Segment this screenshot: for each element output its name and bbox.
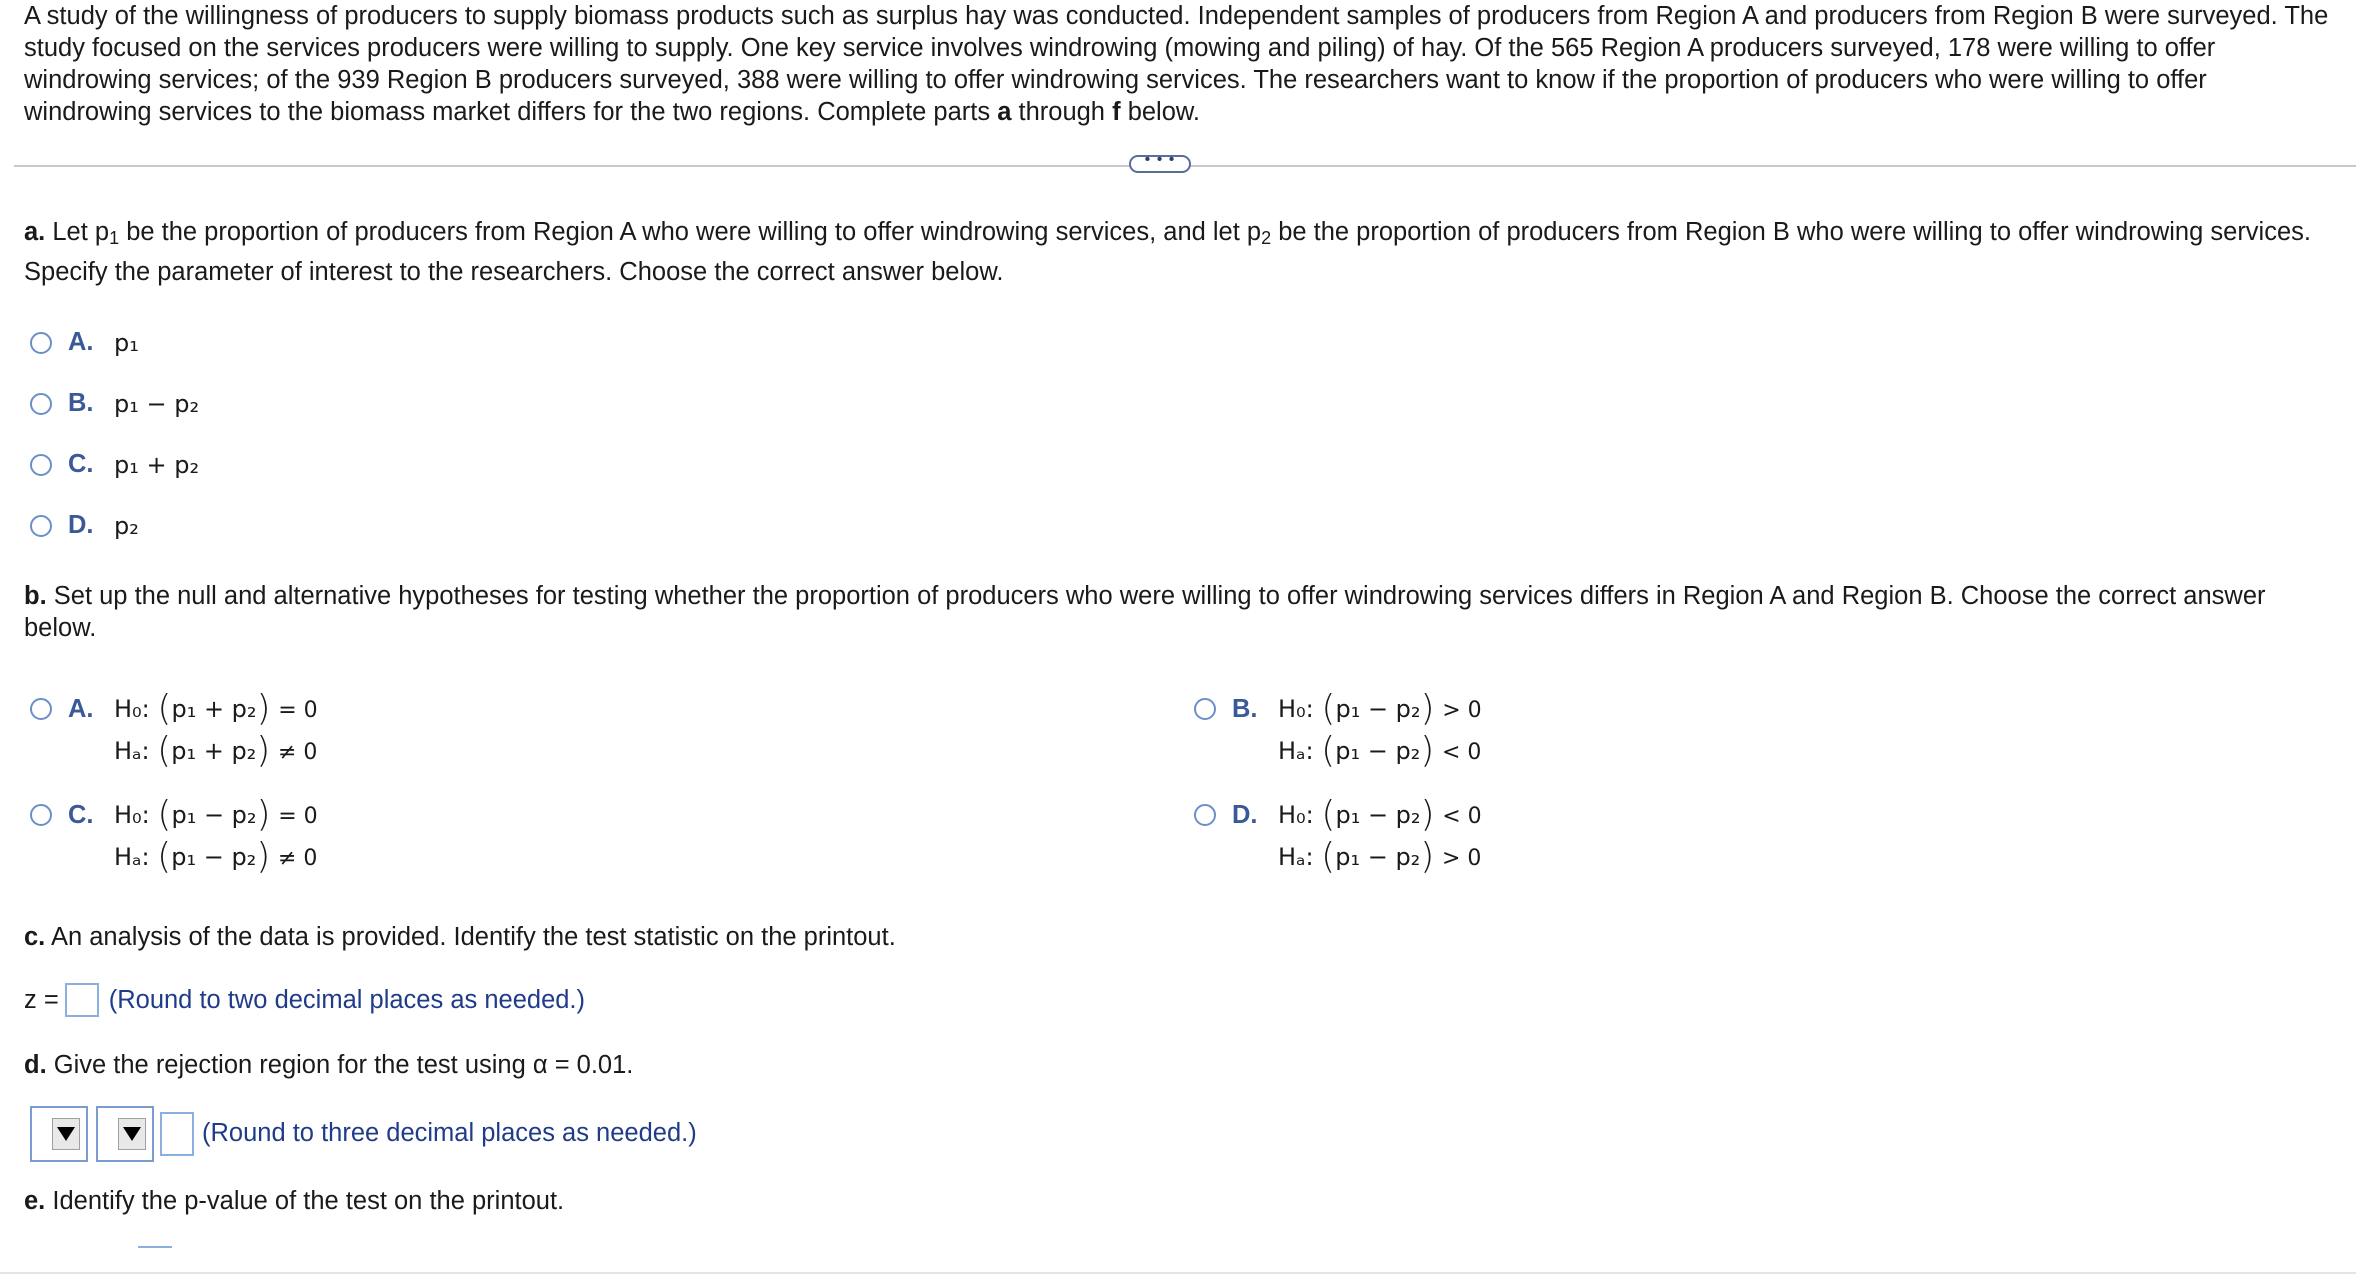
part-a-option-a[interactable] — [30, 328, 139, 357]
z-hint: (Round to two decimal places as needed.) — [108, 986, 586, 1014]
part-e-text: Identify the p-value of the test on the printout. — [52, 1187, 565, 1215]
part-b-option-b[interactable] — [1194, 688, 1482, 772]
h0-relation: = 0 — [278, 804, 318, 829]
part-b-option-a[interactable] — [30, 688, 318, 772]
part-a-option-b[interactable] — [30, 389, 199, 418]
h0-relation: < 0 — [1442, 804, 1482, 829]
sub-2: 2 — [1261, 228, 1272, 248]
part-c-label: c. — [24, 923, 46, 951]
part-b-option-d[interactable] — [1194, 794, 1482, 878]
part-e-label: e. — [24, 1187, 46, 1215]
ha-label: Hₐ: — [1278, 843, 1314, 871]
option-letter: C. — [68, 450, 94, 478]
part-b-question — [24, 580, 2334, 644]
rejection-statistic-dropdown[interactable] — [30, 1106, 88, 1162]
part-a-text-1: Let p — [52, 218, 110, 246]
ha-label: Hₐ: — [114, 737, 150, 765]
ha-label: Hₐ: — [114, 843, 150, 871]
part-a-label: a. — [24, 218, 46, 246]
option-expr: p₁ − p₂ — [114, 389, 200, 418]
h0-relation: > 0 — [1442, 698, 1482, 723]
chevron-down-icon — [57, 1127, 75, 1141]
part-d-label: d. — [24, 1051, 47, 1079]
radio-button[interactable] — [1194, 804, 1216, 826]
intro-below: below. — [1127, 98, 1200, 126]
problem-intro — [24, 0, 2334, 128]
z-input[interactable] — [65, 983, 99, 1017]
option-letter: A. — [68, 328, 94, 356]
dropdown-arrow-button[interactable] — [52, 1118, 80, 1150]
option-expr: p₂ — [114, 511, 139, 540]
expand-more-button[interactable] — [1129, 151, 1191, 173]
page-bottom-border — [0, 1272, 2356, 1274]
rejection-inequality-dropdown[interactable] — [96, 1106, 154, 1162]
part-b-text: Set up the null and alternative hypotheses for testing whether the proportion of producers who were willing to offer windrowing services differs in Region A and Region B. Choose the correct answer below. — [24, 582, 2266, 642]
radio-button[interactable] — [30, 698, 52, 720]
alt-hypothesis: Hₐ: (p₁ − p₂) > 0 — [1278, 836, 1482, 877]
sub-1: 1 — [109, 228, 120, 248]
intro-part-a: a — [997, 98, 1012, 126]
part-a-option-d[interactable] — [30, 511, 139, 540]
p-value-input-partial[interactable] — [138, 1246, 172, 1248]
part-a-text-3: be the proportion of producers from Region B who were willing to offer windrowing services. Specify the parameter of interest to the researchers. Choose the correct answer below. — [24, 218, 2311, 286]
radio-button[interactable] — [1194, 698, 1216, 720]
part-a-question — [24, 212, 2334, 292]
option-letter: D. — [1232, 801, 1258, 829]
h0-label: H₀: — [114, 695, 150, 723]
null-hypothesis: H₀: (p₁ − p₂) > 0 — [1278, 688, 1482, 729]
h0-label: H₀: — [1278, 801, 1314, 829]
part-a-option-c[interactable] — [30, 450, 199, 479]
ha-relation: ≠ 0 — [277, 740, 318, 765]
option-letter: B. — [1232, 695, 1258, 723]
option-letter: C. — [68, 801, 94, 829]
ha-relation: < 0 — [1441, 740, 1482, 765]
dropdown-arrow-button[interactable] — [118, 1118, 146, 1150]
option-letter: D. — [68, 511, 94, 539]
more-dots: • • • — [1144, 151, 1176, 168]
h0-relation: = 0 — [278, 698, 318, 723]
intro-part-f: f — [1112, 98, 1121, 126]
option-letter: B. — [68, 389, 94, 417]
ha-label: Hₐ: — [1278, 737, 1314, 765]
part-b-option-c[interactable] — [30, 794, 318, 878]
part-d-hint: (Round to three decimal places as needed.) — [202, 1119, 697, 1147]
h0-expr: p₁ − p₂ — [1335, 695, 1421, 723]
alt-hypothesis: Hₐ: (p₁ + p₂) ≠ 0 — [114, 730, 318, 771]
alt-hypothesis: Hₐ: (p₁ − p₂) ≠ 0 — [114, 836, 318, 877]
ha-expr: p₁ + p₂ — [171, 737, 257, 765]
radio-button[interactable] — [30, 393, 52, 415]
part-c-question — [24, 917, 2334, 957]
null-hypothesis: H₀: (p₁ − p₂) < 0 — [1278, 794, 1482, 835]
rejection-value-input[interactable] — [160, 1112, 194, 1156]
radio-button[interactable] — [30, 515, 52, 537]
option-expr: p₁ — [114, 328, 139, 357]
part-d-hint-row — [202, 1113, 1202, 1153]
part-c-text: An analysis of the data is provided. Identify the test statistic on the printout. — [50, 923, 896, 951]
radio-button[interactable] — [30, 454, 52, 476]
chevron-down-icon — [123, 1127, 141, 1141]
part-d-question — [24, 1045, 2334, 1085]
part-b-label: b. — [24, 582, 47, 610]
option-expr: p₁ + p₂ — [114, 450, 200, 479]
h0-expr: p₁ + p₂ — [171, 695, 257, 723]
ha-expr: p₁ − p₂ — [1335, 843, 1421, 871]
z-label: z = — [24, 986, 59, 1014]
intro-text: A study of the willingness of producers to supply biomass products such as surplus hay was conducted. Independent samples of producers from Region A and producers from Region B were surveyed. The study focused on the services producers were willing to supply. One key service involves windrowing (mowing and piling) of hay. Of the 565 Region A producers surveyed, 178 were willing to offer windrowing services; of the 939 Region B producers surveyed, 388 were willing to offer windrowing services. The researchers want to know if the proportion of producers who were willing to offer windrowing services to the biomass market differs for the two regions. Complete parts — [24, 2, 2329, 126]
h0-label: H₀: — [114, 801, 150, 829]
ha-relation: ≠ 0 — [277, 846, 318, 871]
radio-button[interactable] — [30, 332, 52, 354]
null-hypothesis: H₀: (p₁ + p₂) = 0 — [114, 688, 318, 729]
part-a-text-2: be the proportion of producers from Region A who were willing to offer windrowing services, and let p — [126, 218, 1262, 246]
h0-label: H₀: — [1278, 695, 1314, 723]
h0-expr: p₁ − p₂ — [171, 801, 257, 829]
part-d-text: Give the rejection region for the test using α = 0.01. — [53, 1051, 634, 1079]
ha-expr: p₁ − p₂ — [171, 843, 257, 871]
intro-through: through — [1018, 98, 1105, 126]
part-e-question — [24, 1181, 2334, 1221]
null-hypothesis: H₀: (p₁ − p₂) = 0 — [114, 794, 318, 835]
option-letter: A. — [68, 695, 94, 723]
ha-relation: > 0 — [1441, 846, 1482, 871]
h0-expr: p₁ − p₂ — [1335, 801, 1421, 829]
alt-hypothesis: Hₐ: (p₁ − p₂) < 0 — [1278, 730, 1482, 771]
z-answer-row — [24, 980, 2334, 1020]
ha-expr: p₁ − p₂ — [1335, 737, 1421, 765]
radio-button[interactable] — [30, 804, 52, 826]
